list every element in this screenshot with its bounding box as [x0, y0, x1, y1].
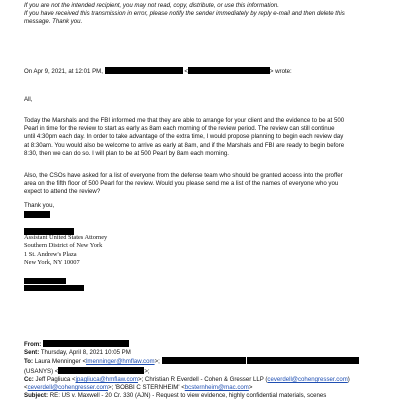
- body-line: expect to attend the review?: [24, 188, 101, 196]
- signoff-text: Thank you,: [24, 202, 55, 209]
- body-paragraph-1: [24, 117, 390, 158]
- cc-row: [24, 376, 390, 384]
- from-row: [24, 340, 390, 349]
- redaction-block: [162, 357, 246, 364]
- redaction-block: [247, 357, 359, 364]
- email-link[interactable]: bcsternheim@mac.com: [184, 384, 249, 392]
- cc-recipient-name: Jeff Pagliuca <: [33, 375, 76, 383]
- separator: >;: [144, 367, 150, 375]
- greeting: [24, 96, 390, 104]
- disclaimer: [24, 2, 390, 27]
- sent-value: Thursday, April 8, 2021 10:05 PM: [39, 349, 131, 357]
- signature-address: New York, NY 10007: [24, 258, 80, 266]
- to-label: To:: [24, 358, 34, 366]
- body-line: Also, the CSOs have asked for a list of everyone from the defense team who should be granted access into the proffer: [24, 172, 343, 179]
- body-line: Today the Marshals and the FBI informed me that they are able to arrange for your client and the evidence to be at 500: [24, 117, 345, 124]
- email-header: [24, 340, 390, 401]
- cc-row-continued: [24, 384, 390, 392]
- body-line: until 4:30pm each day. In order to take advantage of the extra time, I would propose planning to begin each review day: [24, 133, 344, 141]
- from-label: From:: [24, 341, 42, 348]
- body-line: 8:30, then we can do so. I will plan to be at 500 Pearl by 8am each morning.: [24, 149, 229, 157]
- separator: >; 'BOBBI C STERNHEIM' <: [107, 384, 185, 392]
- email-link[interactable]: ceverdell@cohengresser.com: [27, 384, 108, 392]
- quote-separator: <: [182, 68, 188, 75]
- separator: >;: [154, 358, 160, 366]
- to-row: [24, 357, 390, 366]
- redaction-block: [188, 67, 270, 74]
- subject-value: RE: US v. Maxwell - 20 Cr. 330 (AJN) - Request to view evidence, highly confidential materials, scenes: [48, 392, 327, 400]
- signature-block: [24, 234, 390, 267]
- disclaimer-line: message. Thank you.: [24, 18, 83, 26]
- signature-address: 1 St. Andrew's Plaza: [24, 250, 77, 258]
- redaction-block: [43, 340, 129, 347]
- redaction-block: [24, 278, 66, 284]
- separator: ): [347, 375, 350, 383]
- subject-row: [24, 392, 390, 400]
- separator: <: [24, 384, 28, 392]
- to-row-continued: [24, 367, 390, 376]
- email-link[interactable]: jpagliuca@hmflaw.com: [75, 375, 138, 383]
- to-recipient-name: (USANYS) <: [24, 367, 59, 375]
- signoff: [24, 202, 390, 210]
- quote-date: On Apr 9, 2021, at 12:01 PM,: [24, 68, 103, 75]
- cc-label: Cc:: [24, 375, 34, 383]
- separator: >; Christian R Everdell - Cohen & Gresser LLP (: [137, 375, 268, 383]
- sent-label: Sent:: [24, 349, 40, 357]
- redaction-block: [24, 211, 50, 218]
- redaction-block: [105, 67, 183, 74]
- redaction-block: [58, 367, 144, 374]
- greeting-text: All,: [24, 96, 33, 103]
- email-link[interactable]: lmenninger@hmflaw.com: [86, 358, 155, 366]
- quote-wrote: > wrote:: [269, 68, 292, 75]
- disclaimer-line: If you have received this transmission in error, please notify the sender immediately by reply e-mail and then delete this: [24, 10, 345, 18]
- to-recipient-name: Laura Menninger <: [33, 358, 87, 366]
- redaction-block: [24, 285, 84, 291]
- body-line: area on the fifth floor of 500 Pearl for the review. Would you please send me a list of the names of everyone who you: [24, 180, 339, 188]
- separator: >: [248, 384, 253, 392]
- body-line: Pearl in time for the review to start as early as 8am each morning of the review period. The review can still continue: [24, 125, 335, 133]
- quote-header: [24, 67, 390, 76]
- body-paragraph-2: [24, 172, 390, 197]
- signature-office: Southern District of New York: [24, 242, 103, 250]
- email-link[interactable]: ceverdell@cohengresser.com: [267, 375, 348, 383]
- sent-row: [24, 349, 390, 357]
- body-line: at 8:30am. You would also be welcome to arrive as early at 8am, and if the Marshals and FBI are ready to begin before: [24, 141, 345, 149]
- subject-label: Subject:: [24, 392, 49, 400]
- disclaimer-line: If you are not the intended recipient, you may not read, copy, distribute, or use this information.: [24, 2, 279, 9]
- signature-title: Assistant United States Attorney: [24, 234, 108, 241]
